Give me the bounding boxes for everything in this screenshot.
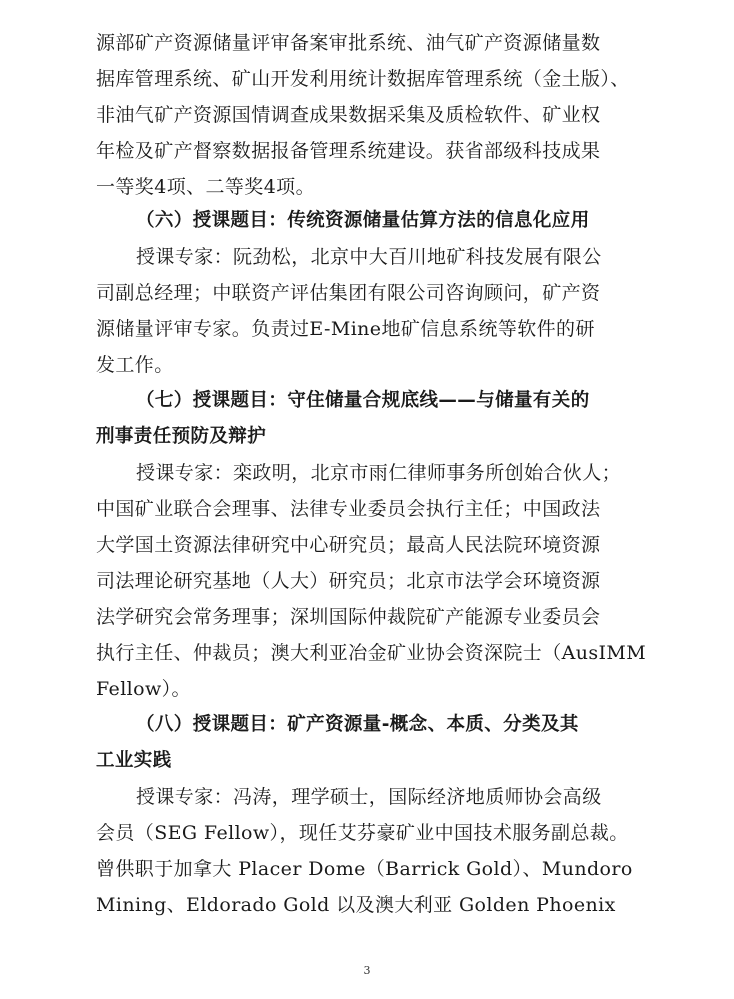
body-text-line: 年检及矿产督察数据报备管理系统建设。获省部级科技成果 (96, 140, 601, 162)
body-text-line: 授课专家：冯涛，理学硕士，国际经济地质师协会高级 (136, 786, 602, 808)
body-text-line: 法学研究会常务理事；深圳国际仲裁院矿产能源专业委员会 (96, 606, 601, 628)
section-heading-6: （六）授课题目：传统资源储量估算方法的信息化应用 (136, 210, 590, 231)
body-text-line: 据库管理系统、矿山开发利用统计数据库管理系统（金土版）、 (96, 68, 630, 90)
body-text-line: 授课专家：栾政明，北京市雨仁律师事务所创始合伙人； (136, 462, 622, 484)
body-text-line: 授课专家：阮劲松，北京中大百川地矿科技发展有限公 (136, 246, 602, 268)
body-text-line: 源储量评审专家。负责过E-Mine地矿信息系统等软件的研 (96, 318, 595, 340)
body-text-line: Mining、Eldorado Gold 以及澳大利亚 Golden Phoenix (96, 894, 616, 916)
body-text-line: 司副总经理；中联资产评估集团有限公司咨询顾问，矿产资 (96, 282, 601, 304)
body-text-line: 司法理论研究基地（人大）研究员；北京市法学会环境资源 (96, 570, 601, 592)
body-text-line: 中国矿业联合会理事、法律专业委员会执行主任；中国政法 (96, 498, 601, 520)
body-text-line: 执行主任、仲裁员；澳大利亚冶金矿业协会资深院士（AusIMM (96, 642, 647, 664)
body-text-line: 发工作。 (96, 354, 174, 376)
body-text-line: 大学国土资源法律研究中心研究员；最高人民法院环境资源 (96, 534, 601, 556)
section-heading-8-cont: 工业实践 (96, 750, 172, 771)
section-heading-7-cont: 刑事责任预防及辩护 (96, 426, 267, 447)
body-text-line: Fellow）。 (96, 678, 191, 700)
body-text-line: 源部矿产资源储量评审备案审批系统、油气矿产资源储量数 (96, 32, 601, 54)
body-text-line: 非油气矿产资源国情调查成果数据采集及质检软件、矿业权 (96, 104, 601, 126)
section-heading-7: （七）授课题目：守住储量合规底线——与储量有关的 (136, 390, 590, 411)
body-text-line: 曾供职于加拿大 Placer Dome（Barrick Gold）、Mundoro (96, 858, 633, 880)
section-heading-8: （八）授课题目：矿产资源量-概念、本质、分类及其 (136, 714, 579, 735)
body-text-line: 一等奖4项、二等奖4项。 (96, 176, 315, 198)
body-text-line: 会员（SEG Fellow），现任艾芬豪矿业中国技术服务副总裁。 (96, 822, 629, 844)
page-number: 3 (363, 964, 371, 977)
